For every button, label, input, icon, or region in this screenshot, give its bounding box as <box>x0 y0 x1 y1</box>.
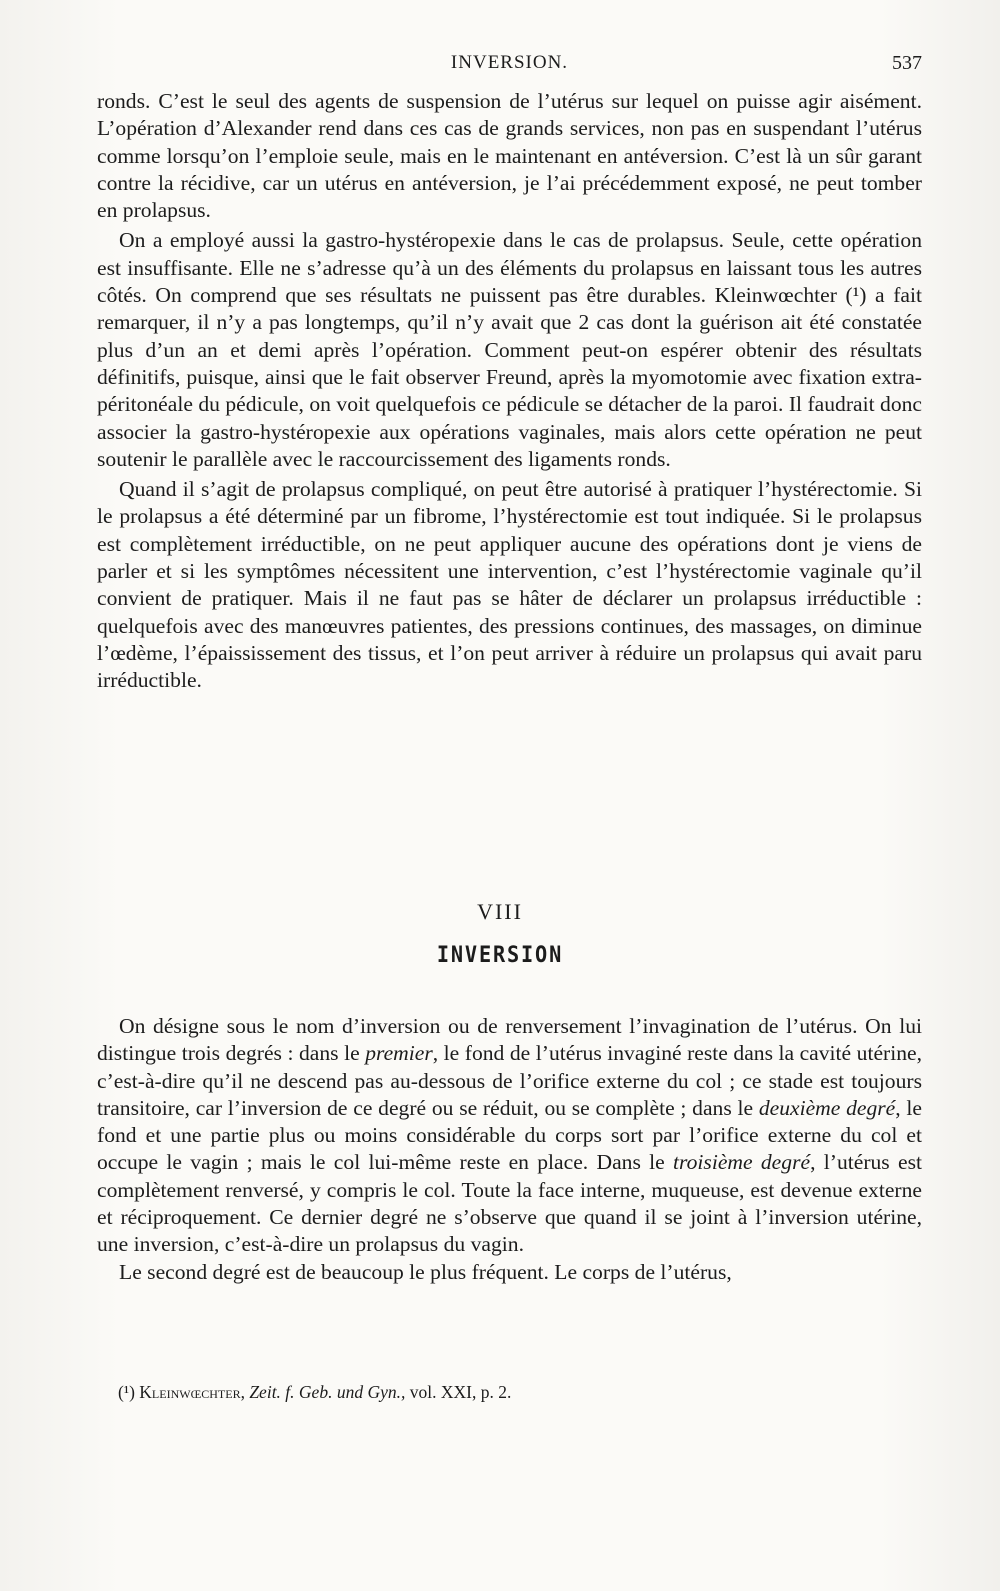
body-text-top <box>97 88 922 695</box>
paragraph: Quand il s’agit de prolapsus compliqué, on peut être autorisé à pratiquer l’hystérectomie. Si le prolapsus a été déterminé par un fibrome, l’hystérectomie est tout indiquée. Si le prolapsus est complètement irréductible, on ne peut appliquer aucune des opérations dont je viens de parler et si les symptômes nécessitent une intervention, c’est l’hystérectomie vaginale qu’il convient de pratiquer. Mais il ne faut pas se hâter de déclarer un prolapsus irréductible : quelquefois avec des manœuvres patientes, des pressions continues, des massages, on diminue l’œdème, l’épaississement des tissus, et l’on peut arriver à réduire un prolapsus qui avait paru irréductible. <box>97 477 922 693</box>
running-title: INVERSION. <box>450 52 569 73</box>
italic-term: deuxième degré <box>758 1095 896 1120</box>
section-number: VIII <box>477 899 523 924</box>
page-number: 537 <box>892 52 922 74</box>
footnote-journal: Zeit. f. Geb. und Gyn., <box>249 1382 406 1402</box>
footnote-ref: vol. XXI, p. 2. <box>409 1382 512 1402</box>
italic-term: premier <box>365 1041 433 1066</box>
italic-term: troisième degré <box>673 1150 811 1175</box>
page-header <box>97 52 922 80</box>
footnote <box>118 1382 511 1403</box>
paragraph: On a employé aussi la gastro-hystéropexie dans le cas de prolapsus. Seule, cette opération est insuffisante. Elle ne s’adresse qu’à un des éléments du prolapsus en laissant tous les autres côtés. On comprend que ses résultats ne puissent pas être durables. Kleinwœchter (¹) a fait remarquer, il n’y a pas longtemps, qu’il n’y avait que 2 cas dont la guérison ait été constatée plus d’un an et demi après l’opération. Comment peut-on espérer obtenir des résultats définitifs, puisque, ainsi que le fait observer Freund, après la myomotomie avec fixation extra-péritonéale du pédicule, on voit quelquefois ce pédicule se détacher de la paroi. Il faudrait donc associer la gastro-hystéropexie aux opérations vaginales, mais alors cette opération ne peut soutenir le parallèle avec le raccourcissement des ligaments ronds. <box>97 228 922 471</box>
section-heading: INVERSION <box>436 943 564 968</box>
footnote-marker: (¹) <box>118 1382 135 1402</box>
body-text-bottom <box>97 1013 922 1286</box>
footnote-author: Kleinwœchter, <box>139 1382 245 1402</box>
paragraph: Le second degré est de beaucoup le plus fréquent. Le corps de l’utérus, <box>119 1259 732 1284</box>
paragraph: ronds. C’est le seul des agents de suspension de l’utérus sur lequel on puisse agir aisément. L’opération d’Alexander rend dans ces cas de grands services, non pas en suspendant l’utérus comme lorsqu’on l’emploie seule, mais en le maintenant en antéversion. C’est là un sûr garant contre la récidive, car un utérus en antéversion, je l’ai précédemment exposé, ne peut tomber en prolapsus. <box>97 89 922 223</box>
paragraph: On désigne sous le nom d’inversion ou de renversement l’invagination de l’utérus. On lui distingue trois degrés : dans le premier, le fond de l’utérus invaginé reste dans la cavité utérine, c’est-à-dire qu’il ne descend pas au-dessous de l’orifice externe du col ; ce stade est toujours transitoire, car l’inversion de ce degré ou se réduit, ou se complète ; dans le deuxième degré, le fond et une partie plus ou moins considérable du corps sort par l’orifice externe du col et occupe le vagin ; mais le col lui-même reste en place. Dans le troisième degré, l’utérus est complètement renversé, y compris le col. Toute la face interne, muqueuse, est devenue externe et réciproquement. Ce dernier degré ne s’observe que quand il se joint à l’inversion utérine, une inversion, c’est-à-dire un prolapsus du vagin. <box>97 1014 923 1257</box>
